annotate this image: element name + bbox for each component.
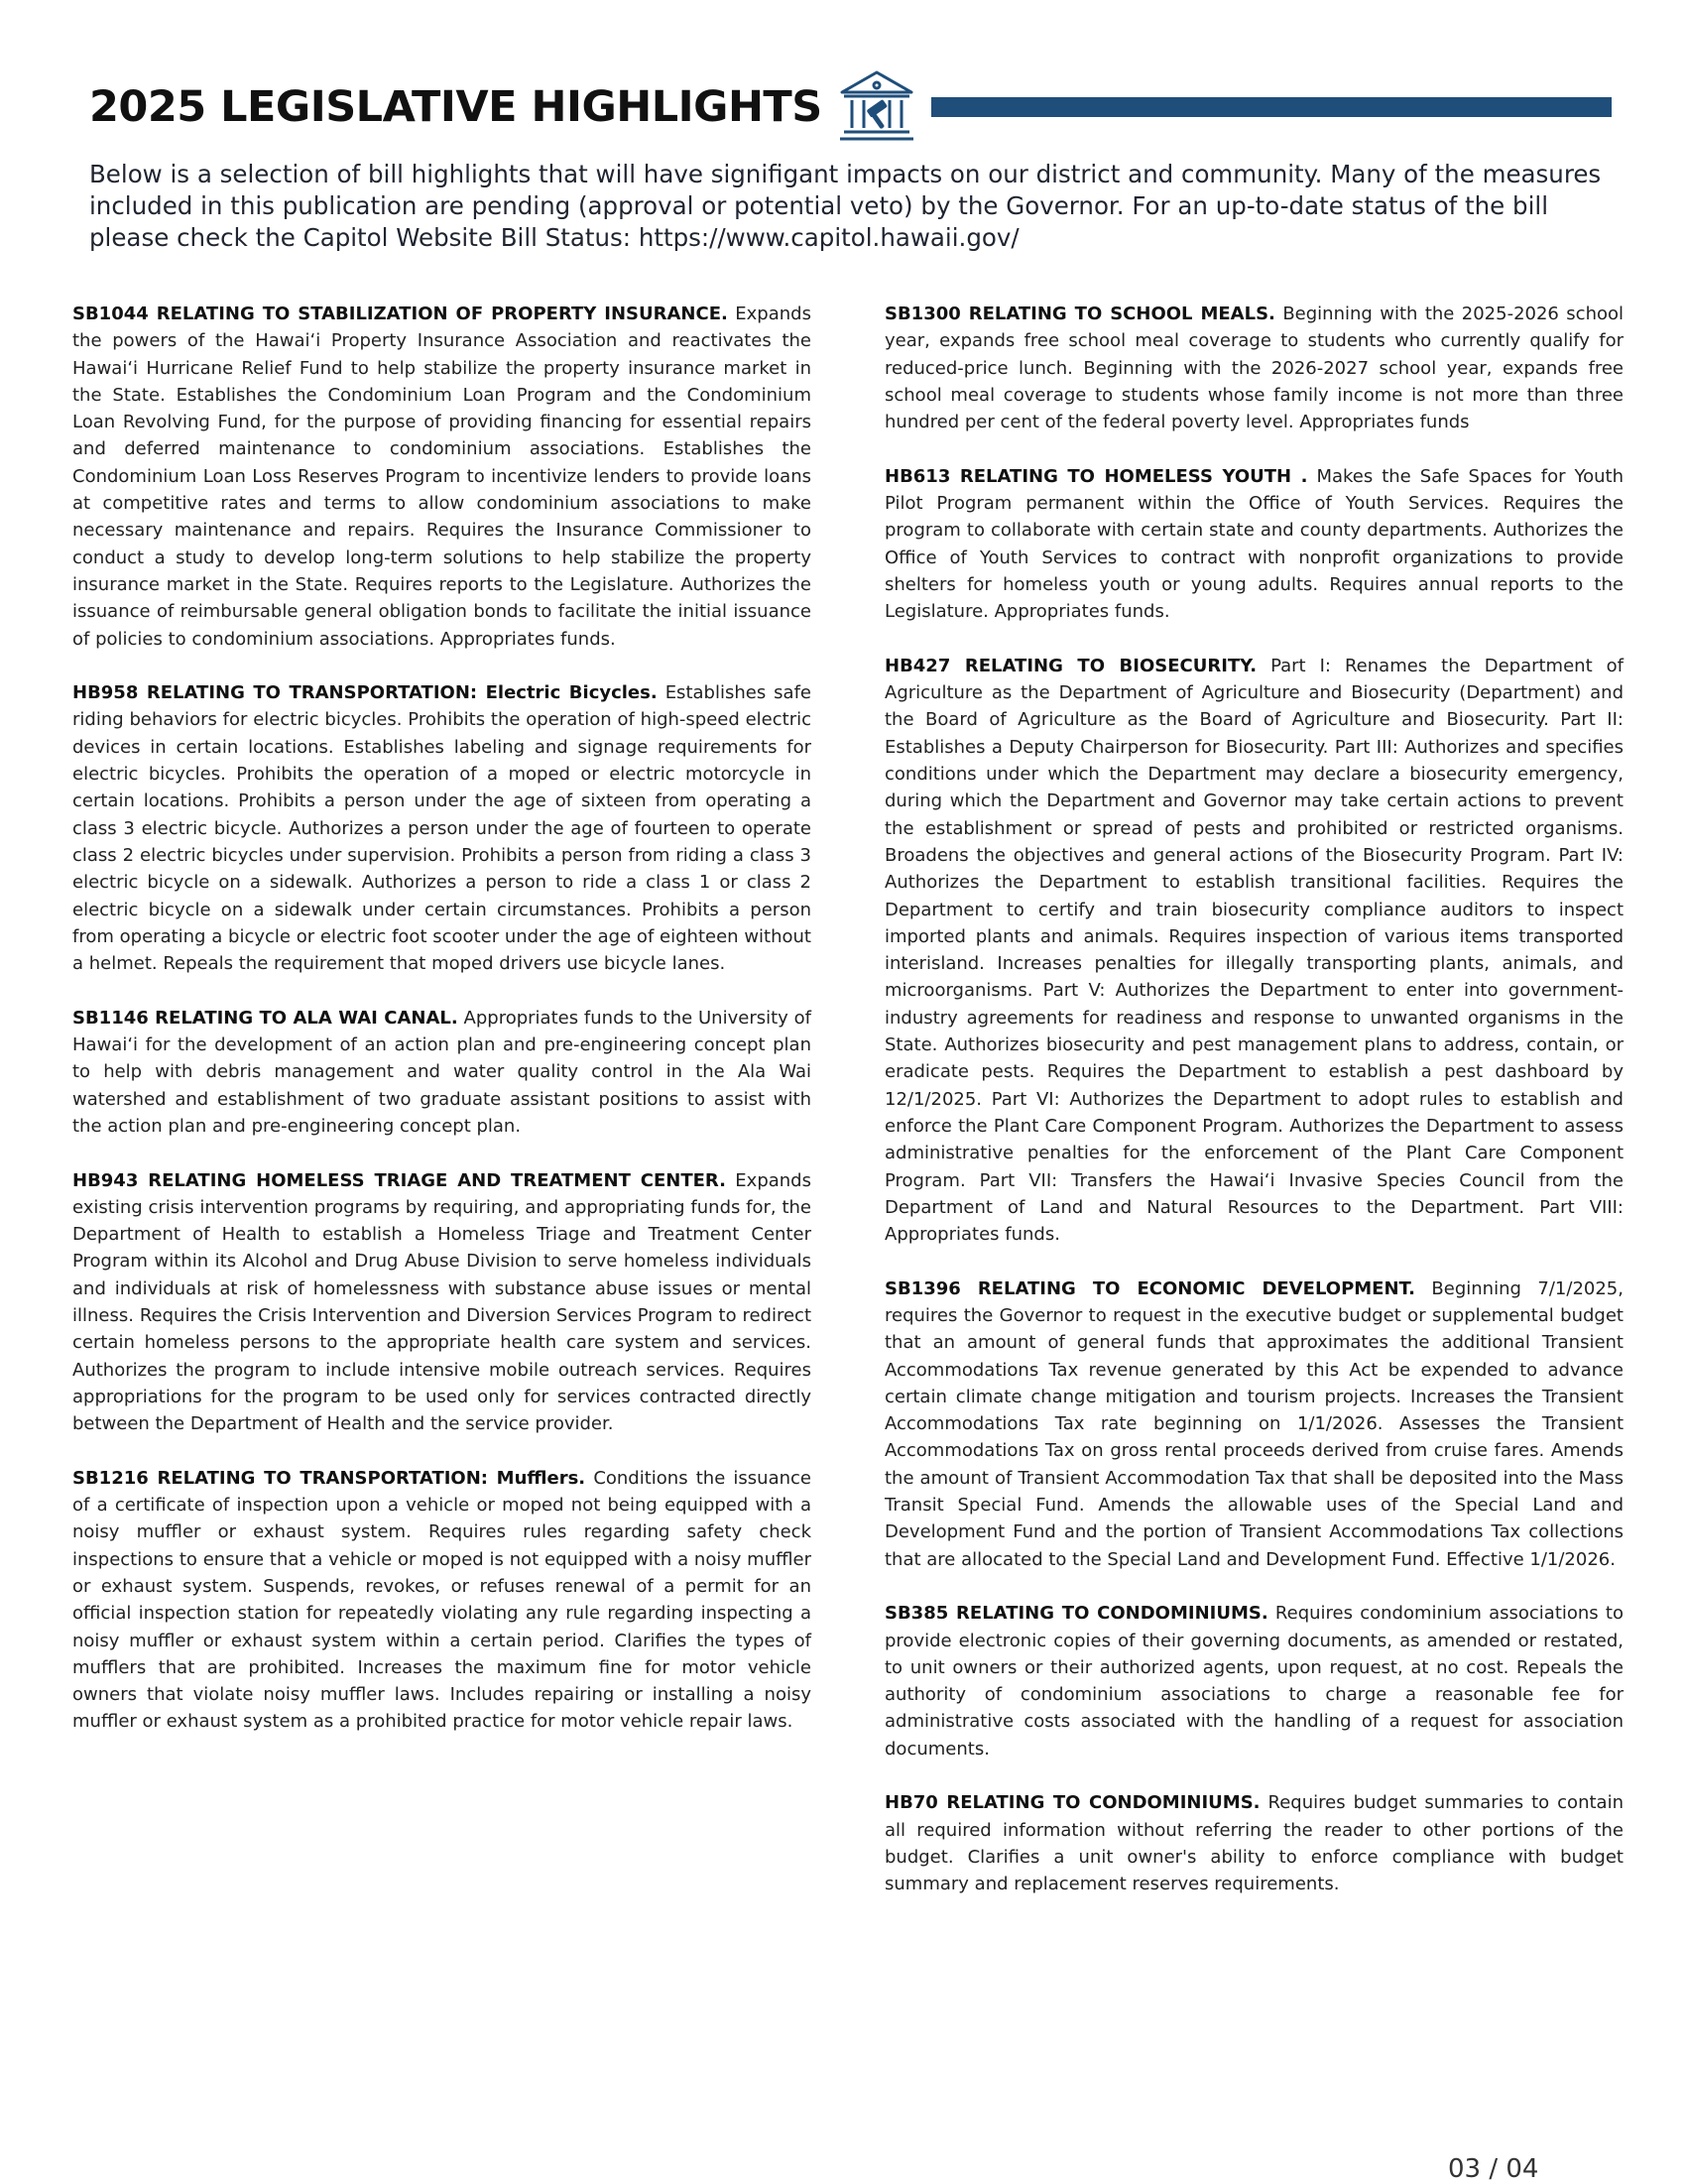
- bill-description: Requires condominium associations to provide electronic copies of their governing documents, as amended or restated, to unit owners or their authorized agents, upon request, at no cost. Repeals the authority of condominium associations to charge a reasonable fee for administrative costs associated with the handling of a request for association documents.: [885, 1603, 1624, 1759]
- bill-description: Part I: Renames the Department of Agriculture as the Department of Agriculture and Biosecurity (Department) and the Board of Agriculture as the Board of Agriculture and Biosecurity. Part II: Establishes a Deputy Chairperson for Biosecurity. Part III: Authorizes and specifies conditions under which the Department may declare a biosecurity emergency, during which the Department and Governor may take certain actions to prevent the establishment or spread of pests and prohibited or restricted organisms. Broadens the objectives and general actions of the Biosecurity Program. Part IV: Authorizes the Department to establish transitional facilities. Requires the Department to certify and train biosecurity compliance auditors to inspect imported plants and animals. Requires inspection of various items transported interisland. Increases penalties for illegally transporting plants, animals, and microorganisms. Part V: Authorizes the Department to enter into government-industry agreements for readiness and response to unwanted organisms in the State. Authorizes biosecurity and pest management plans to address, contain, or eradicate pests. Requires the Department to establish a pest dashboard by 12/1/2025. Part VI: Authorizes the Department to adopt rules to establish and enforce the Plant Care Component Program. Authorizes the Department to assess administrative penalties for the enforcement of the Plant Care Component Program. Part VII: Transfers the Hawai‘i Invasive Species Council from the Department of Land and Natural Resources to the Department. Part VIII: Appropriates funds.: [885, 655, 1624, 1246]
- bill-description: Appropriates funds to the University of Hawai‘i for the development of an action plan and pre-engineering concept plan to help with debris management and water quality control in the Ala Wai watershed and establishment of two graduate assistant positions to assist with the action plan and pre-engineering concept plan.: [72, 1007, 811, 1137]
- bill-item: [72, 679, 811, 977]
- bill-item: [72, 1465, 811, 1736]
- bill-title: SB1216 RELATING TO TRANSPORTATION: Mufflers.: [72, 1467, 586, 1489]
- bill-title: HB958 RELATING TO TRANSPORTATION: Electric Bicycles.: [72, 682, 658, 704]
- bill-description: Beginning 7/1/2025, requires the Governor to request in the executive budget or supplemental budget that an amount of general funds that approximates the additional Transient Accommodations Tax revenue generated by this Act be expended to advance certain climate change mitigation and tourism projects. Increases the Transient Accommodations Tax rate beginning on 1/1/2026. Assesses the Transient Accommodations Tax on gross rental proceeds derived from cruise fares. Amends the amount of Transient Accommodation Tax that shall be deposited into the Mass Transit Special Fund. Amends the allowable uses of the Special Land and Development Fund and the portion of Transient Accommodations Tax collections that are allocated to the Special Land and Development Fund. Effective 1/1/2026.: [885, 1277, 1624, 1570]
- bill-description: Beginning with the 2025-2026 school year, expands free school meal coverage to students who currently qualify for reduced-price lunch. Beginning with the 2026-2027 school year, expands free school meal coverage to students whose family income is not more than three hundred per cent of the federal poverty level. Appropriates funds: [885, 303, 1625, 433]
- bill-description: Expands the powers of the Hawai‘i Property Insurance Association and reactivates the Hawai‘i Hurricane Relief Fund to help stabilize the property insurance market in the State. Establishes the Condominium Loan Program and the Condominium Loan Revolving Fund, for the purpose of providing financing for essential repairs and deferred maintenance to condominium associations. Establishes the Condominium Loan Loss Reserves Program to incentivize lenders to provide loans at competitive rates and terms to allow condominium associations to make necessary maintenance and repairs. Requires the Insurance Commissioner to conduct a study to develop long-term solutions to help stabilize the property insurance market in the State. Requires reports to the Legislature. Authorizes the issuance of reimbursable general obligation bonds to facilitate the initial issuance of policies to condominium associations. Appropriates funds.: [72, 303, 811, 650]
- intro-paragraph: Below is a selection of bill highlights that will have signifigant impacts on our district and community. Many of the measures included in this publication are pending (approval or potential veto) by the Governor. For an up-to-date status of the bill please check the Capitol Website Bill Status: https://www.capitol.hawaii.gov/: [89, 160, 1602, 252]
- bill-description: Conditions the issuance of a certificate of inspection upon a vehicle or moped not being equipped with a noisy muffler or exhaust system. Requires rules regarding safety check inspections to ensure that a vehicle or moped is not equipped with a noisy muffler or exhaust system. Suspends, revokes, or refuses renewal of a permit for an official inspection station for repeatedly violating any rule regarding inspecting a noisy muffler or exhaust system within a certain period. Clarifies the types of mufflers that are prohibited. Increases the maximum fine for motor vehicle owners that violate noisy muffler laws. Includes repairing or installing a noisy muffler or exhaust system as a prohibited practice for motor vehicle repair laws.: [72, 1467, 811, 1733]
- bill-item: [885, 1275, 1624, 1573]
- right-column: [885, 301, 1624, 1925]
- bill-item: [72, 301, 811, 653]
- bill-title: SB385 RELATING TO CONDOMINIUMS.: [885, 1603, 1268, 1625]
- bill-item: [72, 1005, 811, 1140]
- capitol-gavel-icon: [836, 66, 917, 148]
- bill-title: SB1044 RELATING TO STABILIZATION OF PROPERTY INSURANCE.: [72, 303, 728, 324]
- bill-title: SB1146 RELATING TO ALA WAI CANAL.: [72, 1007, 458, 1029]
- bill-description: Establishes safe riding behaviors for electric bicycles. Prohibits the operation of high-speed electric devices in certain locations. Establishes labeling and signage requirements for electric bicycles. Prohibits the operation of a moped or electric motorcycle in certain locations. Prohibits a person under the age of sixteen from operating a class 3 electric bicycle. Authorizes a person under the age of fourteen to operate class 2 electric bicycles under supervision. Prohibits a person from riding a class 3 electric bicycle on a sidewalk. Authorizes a person to ride a class 1 or class 2 electric bicycle on a sidewalk under certain circumstances. Prohibits a person from operating a bicycle or electric foot scooter under the age of eighteen without a helmet. Repeals the requirement that moped drivers use bicycle lanes.: [72, 682, 811, 975]
- bill-title: SB1300 RELATING TO SCHOOL MEALS.: [885, 303, 1275, 324]
- left-column: [72, 301, 811, 1762]
- bill-description: Requires budget summaries to contain all required information without referring the reader to other portions of the budget. Clarifies a unit owner's ability to enforce compliance with budget summary and replacement reserves requirements.: [885, 1792, 1624, 1895]
- page-number: 03 / 04: [1448, 2154, 1539, 2184]
- bill-description: Makes the Safe Spaces for Youth Pilot Program permanent within the Office of Youth Services. Requires the program to collaborate with certain state and county departments. Authorizes the Office of Youth Services to contract with nonprofit organizations to provide shelters for homeless youth or young adults. Requires annual reports to the Legislature. Appropriates funds.: [885, 465, 1624, 623]
- bill-item: [72, 1167, 811, 1438]
- bill-title: SB1396 RELATING TO ECONOMIC DEVELOPMENT.: [885, 1277, 1415, 1299]
- bill-item: [885, 1600, 1624, 1762]
- bill-title: HB613 RELATING TO HOMELESS YOUTH .: [885, 465, 1308, 487]
- page-header: [89, 71, 1612, 143]
- bill-title: HB943 RELATING HOMELESS TRIAGE AND TREATMENT CENTER.: [72, 1169, 726, 1191]
- header-rule: [931, 97, 1612, 117]
- bill-item: [885, 653, 1624, 1249]
- bill-title: HB427 RELATING TO BIOSECURITY.: [885, 655, 1258, 676]
- bill-item: [885, 463, 1624, 626]
- page-title: 2025 LEGISLATIVE HIGHLIGHTS: [89, 82, 822, 132]
- bill-item: [885, 301, 1624, 435]
- bill-description: Expands existing crisis intervention programs by requiring, and appropriating funds for, the Department of Health to establish a Homeless Triage and Treatment Center Program within its Alcohol and Drug Abuse Division to serve homeless individuals and individuals at risk of homelessness with substance abuse issues or mental illness. Requires the Crisis Intervention and Diversion Services Program to redirect certain homeless persons to the appropriate health care system and services. Authorizes the program to include intensive mobile outreach services. Requires appropriations for the program to be used only for services contracted directly between the Department of Health and the service provider.: [72, 1169, 811, 1435]
- bill-item: [885, 1789, 1624, 1897]
- bill-title: HB70 RELATING TO CONDOMINIUMS.: [885, 1792, 1261, 1814]
